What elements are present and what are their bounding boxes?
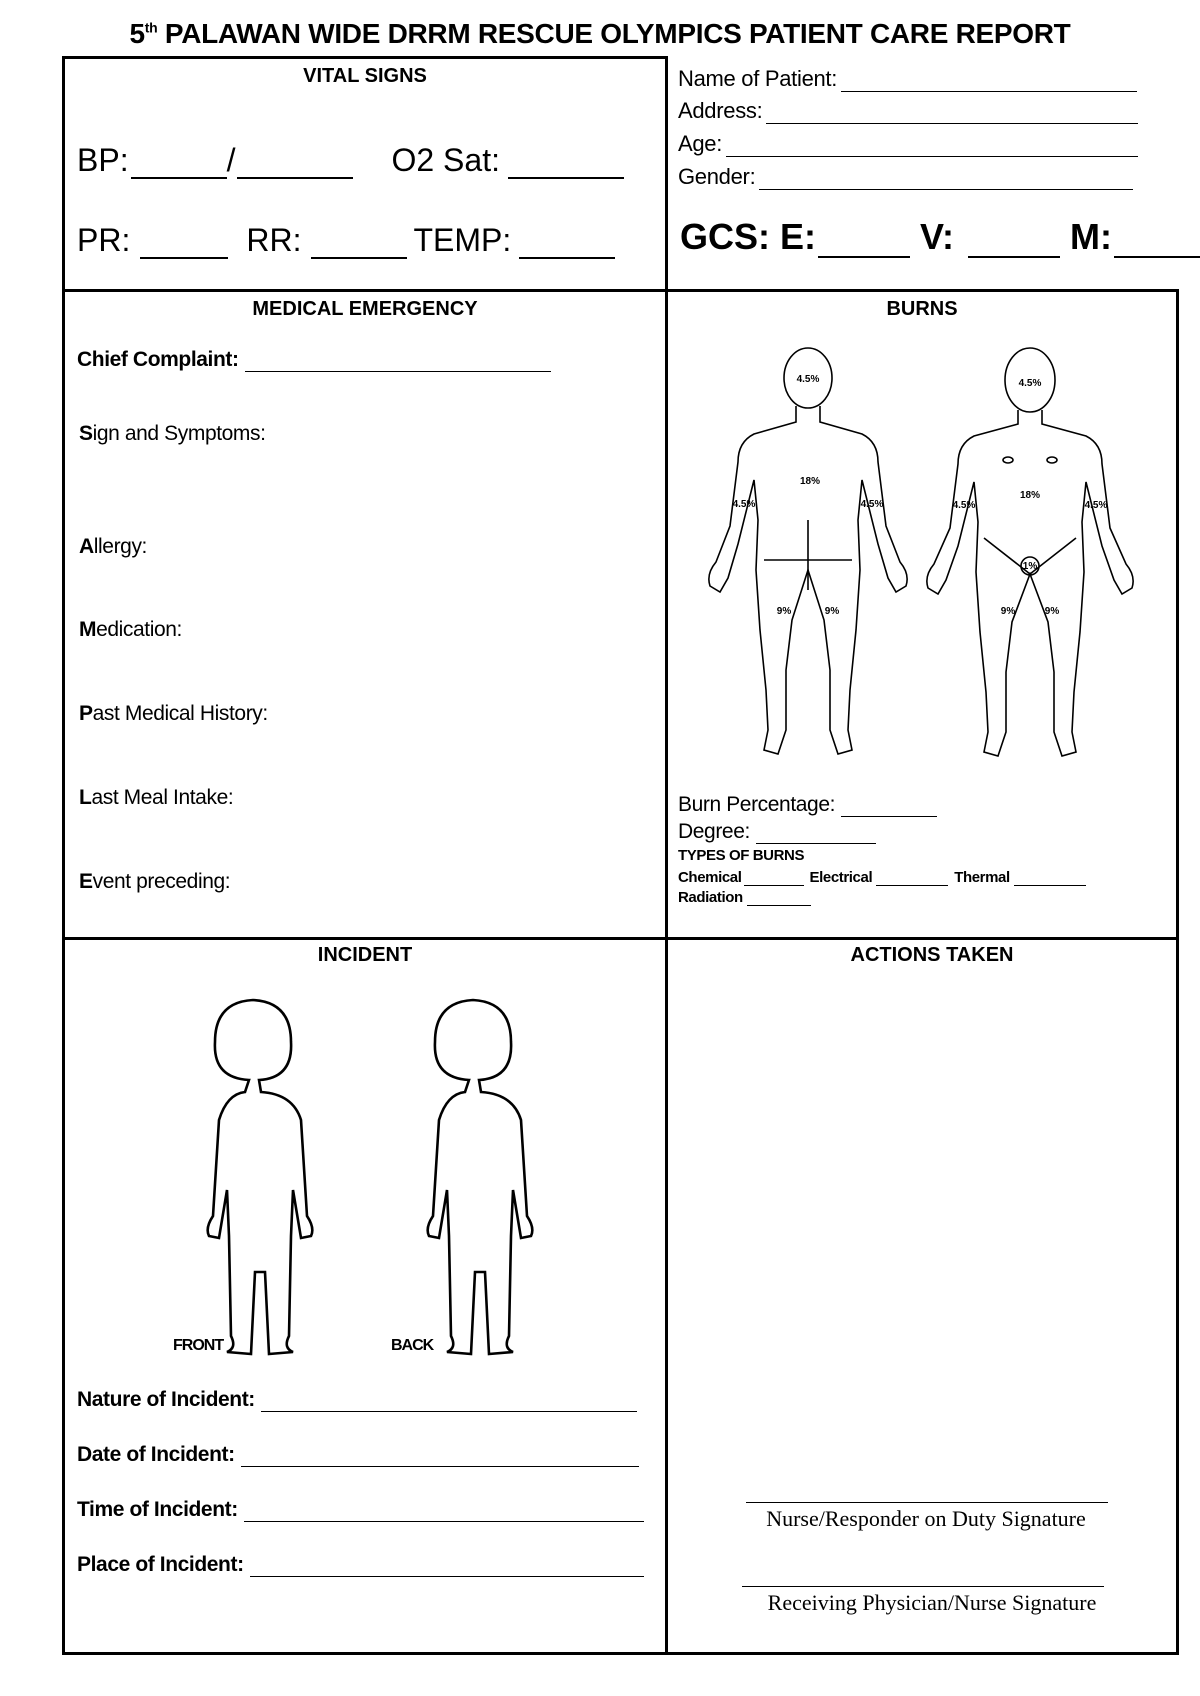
gcs-eye-label: GCS: E: <box>680 216 817 257</box>
chief-complaint-label: Chief Complaint: <box>77 348 239 371</box>
temp-field[interactable] <box>519 256 615 259</box>
nurse-signature-label: Nurse/Responder on Duty Signature <box>766 1506 1086 1531</box>
incident-body-chart <box>143 976 563 1396</box>
physician-signature-line[interactable] <box>742 1586 1104 1587</box>
allergy-label[interactable] <box>79 535 147 559</box>
medical-emergency-header: MEDICAL EMERGENCY <box>252 298 478 320</box>
signs-symptoms-text: ign and Symptoms: <box>92 422 266 445</box>
bp-diastolic-field[interactable] <box>237 176 353 179</box>
back-label: BACK <box>391 1337 434 1354</box>
o2-sat-field[interactable] <box>508 176 624 179</box>
o2-sat-label: O2 Sat: <box>391 142 500 178</box>
front-label: FRONT <box>173 1337 224 1354</box>
nature-of-incident-field[interactable] <box>261 1410 637 1412</box>
burn-percentage-field[interactable] <box>841 815 937 817</box>
title-ordinal: 5 <box>129 18 145 49</box>
bp-label: BP: <box>77 142 129 178</box>
actions-taken-area[interactable] <box>678 980 1166 1420</box>
gcs-verbal-label: V: <box>920 216 955 257</box>
patient-info-section <box>668 56 1188 292</box>
allergy-text: llergy: <box>93 535 147 558</box>
medical-emergency-section <box>62 289 668 940</box>
body-figure-front <box>927 348 1133 756</box>
bp-systolic-field[interactable] <box>131 176 227 179</box>
front-trunk-pct: 18% <box>1019 490 1041 501</box>
back-left-leg-pct: 9% <box>776 606 792 617</box>
thermal-label: Thermal <box>954 869 1010 886</box>
address-field[interactable] <box>766 122 1138 124</box>
chief-complaint-field[interactable] <box>245 370 551 372</box>
pr-label: PR: <box>77 222 131 258</box>
place-of-incident-label: Place of Incident: <box>77 1553 244 1576</box>
gcs-eye-field[interactable] <box>818 255 910 258</box>
signs-symptoms-label[interactable] <box>79 422 266 446</box>
nurse-signature-line[interactable] <box>746 1502 1108 1503</box>
thermal-field[interactable] <box>1014 884 1086 886</box>
medication-label[interactable] <box>79 618 182 642</box>
actions-taken-section <box>665 937 1179 1655</box>
back-right-arm-pct: 4.5% <box>860 499 884 510</box>
past-medical-history-initial: P <box>79 702 93 725</box>
back-right-leg-pct: 9% <box>824 606 840 617</box>
gender-field[interactable] <box>759 188 1133 190</box>
gcs-motor-label: M: <box>1070 216 1113 257</box>
medication-text: edication: <box>96 618 182 641</box>
date-of-incident-label: Date of Incident: <box>77 1443 235 1466</box>
child-figure-front <box>208 1000 313 1354</box>
rr-label: RR: <box>246 222 302 258</box>
back-head-pct: 4.5% <box>796 374 820 385</box>
front-left-arm-pct: 4.5% <box>952 500 976 511</box>
allergy-initial: A <box>79 535 94 558</box>
gender-label: Gender: <box>678 164 756 189</box>
chemical-field[interactable] <box>744 884 804 886</box>
past-medical-history-label[interactable] <box>79 702 268 726</box>
last-meal-intake-label[interactable] <box>79 786 233 810</box>
child-figure-back <box>428 1000 533 1354</box>
patient-name-field[interactable] <box>841 90 1137 92</box>
nature-of-incident-label: Nature of Incident: <box>77 1388 255 1411</box>
address-label: Address: <box>678 98 763 123</box>
incident-section <box>62 937 668 1655</box>
last-meal-intake-text: ast Meal Intake: <box>91 786 234 809</box>
place-of-incident-field[interactable] <box>250 1575 644 1577</box>
last-meal-intake-initial: L <box>79 786 92 809</box>
radiation-field[interactable] <box>747 904 811 906</box>
actions-taken-header: ACTIONS TAKEN <box>850 944 1014 966</box>
front-left-leg-pct: 9% <box>1000 606 1016 617</box>
rr-field[interactable] <box>311 256 407 259</box>
physician-signature-label: Receiving Physician/Nurse Signature <box>767 1590 1097 1615</box>
page-title <box>0 18 1200 50</box>
body-figure-back <box>709 348 907 754</box>
time-of-incident-label: Time of Incident: <box>77 1498 238 1521</box>
pr-field[interactable] <box>140 256 228 259</box>
event-preceding-text: vent preceding: <box>92 870 231 893</box>
event-preceding-initial: E <box>79 870 93 893</box>
title-suffix: th <box>144 19 158 36</box>
vital-signs-section <box>62 56 668 292</box>
event-preceding-label[interactable] <box>79 870 230 894</box>
age-field[interactable] <box>726 155 1138 157</box>
radiation-label: Radiation <box>678 889 743 906</box>
back-trunk-pct: 18% <box>799 476 821 487</box>
chemical-label: Chemical <box>678 869 742 886</box>
burn-percentage-label: Burn Percentage: <box>678 793 836 816</box>
vital-signs-header: VITAL SIGNS <box>303 65 427 87</box>
date-of-incident-field[interactable] <box>241 1465 639 1467</box>
temp-label: TEMP: <box>413 222 512 258</box>
electrical-label: Electrical <box>809 869 873 886</box>
types-of-burns-header: TYPES OF BURNS <box>678 847 805 864</box>
front-head-pct: 4.5% <box>1018 378 1042 389</box>
back-left-arm-pct: 4.5% <box>732 499 756 510</box>
bp-separator: / <box>226 142 236 178</box>
front-right-leg-pct: 9% <box>1044 606 1060 617</box>
past-medical-history-text: ast Medical History: <box>92 702 268 725</box>
burns-section <box>665 289 1179 940</box>
age-label: Age: <box>678 131 723 156</box>
signs-symptoms-initial: S <box>79 422 93 445</box>
burn-body-chart <box>668 330 1176 800</box>
gcs-motor-field[interactable] <box>1114 255 1200 258</box>
front-right-arm-pct: 4.5% <box>1084 500 1108 511</box>
degree-label: Degree: <box>678 820 750 843</box>
incident-header: INCIDENT <box>317 944 413 966</box>
degree-field[interactable] <box>756 842 876 844</box>
burns-header: BURNS <box>886 298 958 320</box>
patient-name-label: Name of Patient: <box>678 66 838 91</box>
medication-initial: M <box>79 618 97 641</box>
gcs-verbal-field[interactable] <box>968 255 1060 258</box>
time-of-incident-field[interactable] <box>244 1520 644 1522</box>
electrical-field[interactable] <box>876 884 948 886</box>
front-groin-pct: 1% <box>1022 561 1038 572</box>
title-text: PALAWAN WIDE DRRM RESCUE OLYMPICS PATIENT CARE REPORT <box>157 18 1071 49</box>
